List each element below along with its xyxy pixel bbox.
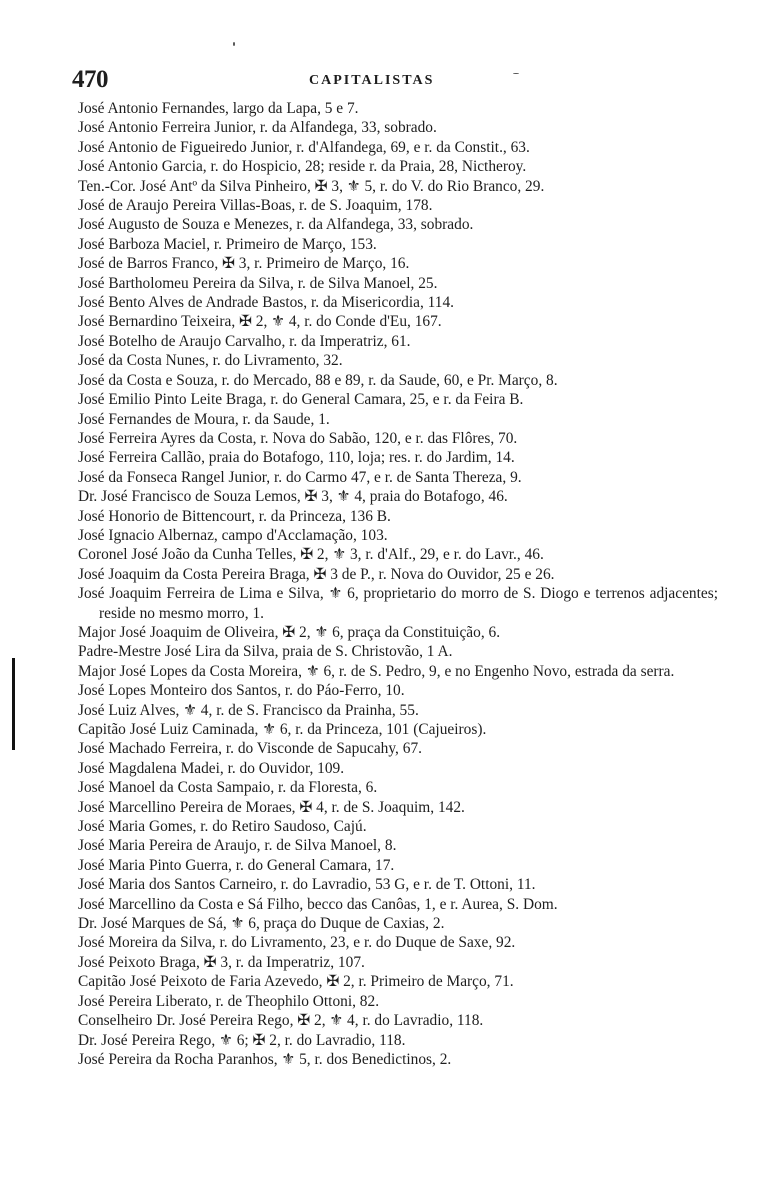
directory-entry: José Maria Pereira de Araujo, r. de Silva Manoel, 8. bbox=[78, 837, 397, 855]
directory-entry: José Antonio Ferreira Junior, r. da Alfandega, 33, sobrado. bbox=[78, 119, 437, 137]
directory-entry: Major José Lopes da Costa Moreira, ⚜ 6, r. de S. Pedro, 9, e no Engenho Novo, estrada da serra. bbox=[78, 662, 675, 680]
directory-entry: Capitão José Peixoto de Faria Azevedo, ✠ 2, r. Primeiro de Março, 71. bbox=[78, 973, 514, 991]
directory-entry: José Marcellino Pereira de Moraes, ✠ 4, r. de S. Joaquim, 142. bbox=[78, 798, 465, 816]
directory-entry: José Bento Alves de Andrade Bastos, r. da Misericordia, 114. bbox=[78, 294, 455, 312]
running-head: CAPITALISTAS bbox=[309, 73, 435, 88]
paper-speck bbox=[233, 42, 235, 46]
directory-entry: José Maria Pinto Guerra, r. do General Camara, 17. bbox=[78, 856, 395, 874]
directory-entry: Dr. José Marques de Sá, ⚜ 6, praça do Duque de Caxias, 2. bbox=[78, 915, 445, 933]
directory-entry: Padre-Mestre José Lira da Silva, praia de S. Christovão, 1 A. bbox=[78, 643, 453, 661]
directory-entry: Capitão José Luiz Caminada, ⚜ 6, r. da Princeza, 101 (Cajueiros). bbox=[78, 721, 487, 738]
directory-entry: José Machado Ferreira, r. do Visconde de Sapucahy, 67. bbox=[78, 740, 422, 758]
directory-entry: José da Costa e Souza, r. do Mercado, 88 e 89, r. da Saude, 60, e Pr. Março, 8. bbox=[78, 371, 558, 389]
directory-entry: Dr. José Francisco de Souza Lemos, ✠ 3, ⚜ 4, praia do Botafogo, 46. bbox=[78, 488, 508, 506]
page-header bbox=[72, 62, 718, 93]
page-number: 470 bbox=[72, 66, 108, 93]
directory-entry: José Moreira da Silva, r. do Livramento, 23, e r. do Duque de Saxe, 92. bbox=[78, 934, 516, 952]
directory-entry: José Pereira da Rocha Paranhos, ⚜ 5, r. dos Benedictinos, 2. bbox=[78, 1050, 452, 1068]
directory-entry: Conselheiro Dr. José Pereira Rego, ✠ 2, ⚜ 4, r. do Lavradio, 118. bbox=[78, 1012, 484, 1030]
directory-entry: José Fernandes de Moura, r. da Saude, 1. bbox=[78, 410, 330, 428]
directory-entry: José Bernardino Teixeira, ✠ 2, ⚜ 4, r. do Conde d'Eu, 167. bbox=[78, 313, 442, 331]
directory-entry: José Joaquim Ferreira de Lima e Silva, ⚜ 6, proprietario do morro de S. Diogo e terrenos adjacentes; reside no mesmo morro, 1. bbox=[78, 585, 718, 622]
directory-entry: José da Costa Nunes, r. do Livramento, 32. bbox=[78, 352, 343, 370]
directory-entry: José Pereira Liberato, r. de Theophilo Ottoni, 82. bbox=[78, 992, 380, 1010]
directory-entry: José Manoel da Costa Sampaio, r. da Floresta, 6. bbox=[78, 779, 378, 797]
directory-entry: José Ferreira Ayres da Costa, r. Nova do Sabão, 120, e r. das Flôres, 70. bbox=[78, 429, 518, 447]
directory-entry: Dr. José Pereira Rego, ⚜ 6; ✠ 2, r. do Lavradio, 118. bbox=[78, 1031, 406, 1049]
directory-entry: Major José Joaquim de Oliveira, ✠ 2, ⚜ 6, praça da Constituição, 6. bbox=[78, 623, 501, 641]
directory-entry: José Joaquim da Costa Pereira Braga, ✠ 3 de P., r. Nova do Ouvidor, 25 e 26. bbox=[78, 565, 555, 583]
directory-entry: José Maria dos Santos Carneiro, r. do Lavradio, 53 G, e r. de T. Ottoni, 11. bbox=[78, 876, 536, 894]
directory-entry: José Lopes Monteiro dos Santos, r. do Páo-Ferro, 10. bbox=[78, 682, 405, 700]
directory-entry: José da Fonseca Rangel Junior, r. do Carmo 47, e r. de Santa Thereza, 9. bbox=[78, 468, 522, 486]
directory-entry: José Botelho de Araujo Carvalho, r. da Imperatriz, 61. bbox=[78, 332, 411, 350]
directory-entry: José Antonio Garcia, r. do Hospicio, 28; reside r. da Praia, 28, Nictheroy. bbox=[78, 158, 527, 176]
directory-entry: José Peixoto Braga, ✠ 3, r. da Imperatriz, 107. bbox=[78, 953, 365, 971]
directory-entry: José Barboza Maciel, r. Primeiro de Março, 153. bbox=[78, 235, 377, 253]
directory-entry: José Antonio de Figueiredo Junior, r. d'Alfandega, 69, e r. da Constit., 63. bbox=[78, 138, 530, 156]
directory-entry: José Ferreira Callão, praia do Botafogo, 110, loja; res. r. do Jardim, 14. bbox=[78, 449, 515, 467]
directory-entry: José de Araujo Pereira Villas-Boas, r. de S. Joaquim, 178. bbox=[78, 197, 433, 215]
directory-entry: José Luiz Alves, ⚜ 4, r. de S. Francisco da Prainha, 55. bbox=[78, 701, 419, 719]
book-page bbox=[72, 62, 718, 1068]
directory-entry: José de Barros Franco, ✠ 3, r. Primeiro de Março, 16. bbox=[78, 255, 410, 273]
directory-entry: José Magdalena Madei, r. do Ouvidor, 109. bbox=[78, 759, 345, 777]
directory-entry: José Augusto de Souza e Menezes, r. da Alfandega, 33, sobrado. bbox=[78, 216, 474, 234]
directory-entries bbox=[78, 99, 718, 1069]
directory-entry: José Maria Gomes, r. do Retiro Saudoso, Cajú. bbox=[78, 818, 367, 836]
margin-mark bbox=[12, 658, 15, 750]
directory-entry: José Marcellino da Costa e Sá Filho, becco das Canôas, 1, e r. Aurea, S. Dom. bbox=[78, 895, 558, 913]
directory-entry: José Honorio de Bittencourt, r. da Princeza, 136 B. bbox=[78, 507, 391, 525]
directory-entry: José Bartholomeu Pereira da Silva, r. de Silva Manoel, 25. bbox=[78, 274, 438, 292]
directory-entry: José Ignacio Albernaz, campo d'Acclamação, 103. bbox=[78, 526, 388, 544]
directory-entry: José Antonio Fernandes, largo da Lapa, 5 e 7. bbox=[78, 100, 359, 117]
directory-entry: Ten.-Cor. José Antº da Silva Pinheiro, ✠ 3, ⚜ 5, r. do V. do Rio Branco, 29. bbox=[78, 177, 545, 195]
directory-entry: Coronel José João da Cunha Telles, ✠ 2, ⚜ 3, r. d'Alf., 29, e r. do Lavr., 46. bbox=[78, 546, 544, 564]
directory-entry: José Emilio Pinto Leite Braga, r. do General Camara, 25, e r. da Feira B. bbox=[78, 391, 524, 409]
